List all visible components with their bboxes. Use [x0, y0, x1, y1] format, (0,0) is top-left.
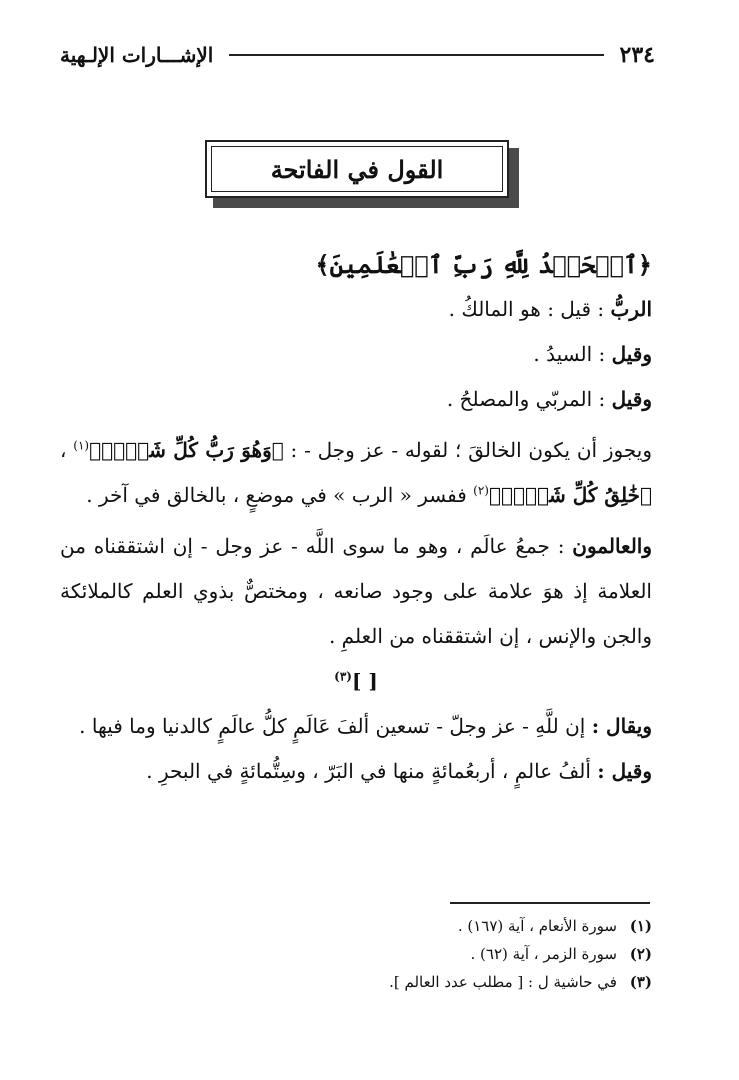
footnote-ref: (٢)	[473, 483, 489, 498]
paragraph-text: ويجوز أن يكون الخالقَ ؛ لقوله - عز وجل - :	[290, 438, 652, 462]
page-number: ٢٣٤	[619, 42, 655, 68]
quran-quote: ﴿وَهُوَ رَبُّ كُلِّ شَيۡءٖ﴾	[89, 438, 284, 462]
paragraph-sayyid	[60, 332, 652, 377]
footnote	[60, 940, 652, 968]
term-qila: وقيل :	[597, 759, 652, 783]
empty-bracket: [ ]	[351, 669, 378, 693]
paragraph-text: إن للَّهِ - عز وجلّ - تسعين ألفَ عَالَمٍ كلُّ عالَمٍ كالدنيا وما فيها .	[79, 714, 586, 738]
footnote-text: في حاشية ل : [ مطلب عدد العالم ].	[389, 973, 617, 991]
bracket-note	[60, 659, 652, 704]
paragraph-rabb	[60, 287, 652, 332]
quran-quote: ﴿خَٰلِقُ كُلِّ شَيۡءٖ﴾	[488, 483, 652, 507]
footnote-text: سورة الأنعام ، آية (١٦٧) .	[457, 917, 617, 935]
footnote-number: (١)	[629, 917, 652, 935]
chapter-title: القول في الفاتحة	[211, 146, 503, 192]
paragraph-alf-alam	[60, 749, 652, 794]
title-box-frame	[205, 140, 509, 198]
quran-verse: ﴿ٱلۡحَمۡدُ لِلَّهِ رَبِّ ٱلۡعَٰلَمِينَ﴾	[315, 250, 652, 279]
term-yuqal: ويقال :	[591, 714, 652, 738]
footnote-ref: (١)	[73, 438, 90, 453]
paragraph-khaliq	[60, 428, 652, 518]
footnote-number: (٣)	[629, 973, 652, 991]
separator: ،	[60, 438, 67, 462]
footnote-number: (٢)	[629, 945, 652, 963]
paragraph-text: : قيل : هو المالكُ .	[448, 297, 605, 321]
main-text	[60, 242, 652, 794]
paragraph-text: : السيدُ .	[533, 342, 606, 366]
term-alamun: والعالمون	[572, 534, 653, 558]
term-qila: وقيل	[611, 387, 652, 411]
paragraph-text: ألفُ عالمٍ ، أربعُمائةٍ منها في البَرّ ، وسِتُّمائةٍ في البحرِ .	[146, 759, 591, 783]
paragraph-murabbi	[60, 377, 652, 422]
term-rabb: الربُّ	[610, 297, 652, 321]
footnotes	[60, 912, 652, 996]
term-qila: وقيل	[611, 342, 652, 366]
running-title: الإشـــارات الإلـهية	[60, 43, 214, 67]
footnote	[60, 912, 652, 940]
footnote-rule	[450, 902, 650, 904]
page-header	[60, 38, 655, 72]
paragraph-yuqal	[60, 704, 652, 749]
chapter-title-box	[205, 140, 519, 208]
footnote	[60, 968, 652, 996]
footnote-text: سورة الزمر ، آية (٦٢) .	[470, 945, 617, 963]
paragraph-text: : المربّي والمصلحُ .	[446, 387, 606, 411]
footnote-ref: (٣)	[334, 669, 352, 684]
header-rule	[229, 54, 603, 56]
paragraph-text: ففسر « الرب » في موضعٍ ، بالخالق في آخر .	[86, 483, 467, 507]
paragraph-alamun	[60, 524, 652, 659]
paragraph-text: : جمعُ عالَم ، وهو ما سوى اللَّه - عز وجل - إن اشتققناه من العلامة إذ هوَ علامة على وجود صانعه ، ومختصٌّ بذوي العلم كالملائكة والجن والإنس ، إن اشتققناه من العلمِ .	[60, 534, 652, 648]
